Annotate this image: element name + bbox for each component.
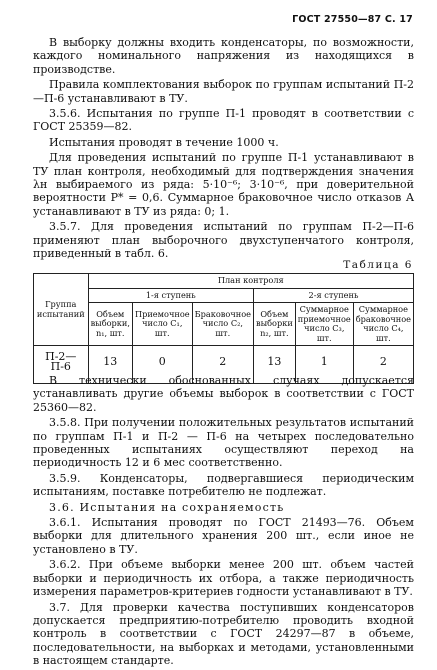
table-caption: Таблица 6: [343, 259, 413, 271]
value-cell: 1: [295, 346, 353, 384]
page-header: ГОСТ 27550—87 С. 17: [292, 14, 413, 25]
paragraph: 3.5.8. При получении положительных результатов испытаний по группам П-1 и П-2 — П-6 на четырех последовательно проведенных испытаниях осуществляют переход на периодичность 12 и 6 мес соответственно.: [33, 416, 414, 470]
text-block-bottom: [33, 374, 414, 670]
group-cell: П-2—П-6: [34, 346, 89, 384]
column-header: Суммарное браковочное число C₄, шт.: [353, 303, 413, 346]
text-block-top: [33, 36, 414, 263]
value-cell: 13: [88, 346, 132, 384]
value-cell: 0: [132, 346, 192, 384]
paragraph: 3.5.7. Для проведения испытаний по группам П-2—П-6 применяют план выборочного двухступенчатого контроля, приведенный в табл. 6.: [33, 220, 414, 261]
paragraph: 3.6.1. Испытания проводят по ГОСТ 21493—76. Объем выборки для длительного хранения 200 шт., если иное не установлено в ТУ.: [33, 516, 414, 556]
control-plan-table: [33, 273, 414, 384]
section-heading: 3.6. Испытания на сохраняемость: [49, 500, 285, 514]
column-header: Приемочное число C₁, шт.: [132, 303, 192, 346]
value-cell: 2: [192, 346, 253, 384]
column-header: Суммарное приемочное число C₃, шт.: [295, 303, 353, 346]
paragraph: 3.7. Для проверки качества поступивших конденсаторов допускается предприятию-потребителю проводить входной контроль в соответствии с ГОСТ 24297—87 в объеме, последовательности, на выборках и методами, установленными в настоящем стандарте.: [33, 600, 414, 668]
paragraph: В технически обоснованных случаях допускается устанавливать другие объемы выборок в соответствии с ГОСТ 25360—82.: [33, 374, 414, 414]
column-header: Объем выборки n₂, шт.: [253, 303, 295, 346]
paragraph: 3.6.2. При объеме выборки менее 200 шт. объем частей выборки и периодичность их отбора, а также периодичность измерения параметров-критериев годности устанавливают в ТУ.: [33, 558, 414, 599]
column-header: Браковочное число C₂, шт.: [192, 303, 253, 346]
paragraph: Правила комплектования выборок по группам испытаний П-2—П-6 устанавливают в ТУ.: [33, 78, 414, 105]
plan-header: План контроля: [88, 274, 413, 289]
group-header: Группа испытаний: [34, 274, 89, 346]
value-cell: 2: [353, 346, 413, 384]
stage1-header: 1-я ступень: [88, 288, 253, 303]
paragraph: Испытания проводят в течение 1000 ч.: [49, 135, 279, 149]
paragraph: Для проведения испытаний по группе П-1 устанавливают в ТУ план контроля, необходимый для подтверждения значения λн выбираемого из ряда: 5·10⁻⁶; 3·10⁻⁶, при доверительной вероятности P* = 0,6. Суммарное браковочное число отказов A устанавливают в ТУ из ряда: 0; 1.: [33, 151, 414, 218]
paragraph: 3.5.9. Конденсаторы, подвергавшиеся периодическим испытаниям, поставке потребителю не подлежат.: [33, 471, 414, 499]
column-header: Объем выборки, n₁, шт.: [88, 303, 132, 346]
paragraph: В выборку должны входить конденсаторы, по возможности, каждого номинального напряжения из находящихся в производстве.: [33, 36, 414, 76]
value-cell: 13: [253, 346, 295, 384]
stage2-header: 2-я ступень: [253, 288, 413, 303]
paragraph: 3.5.6. Испытания по группе П-1 проводят в соответствии с ГОСТ 25359—82.: [33, 107, 414, 134]
